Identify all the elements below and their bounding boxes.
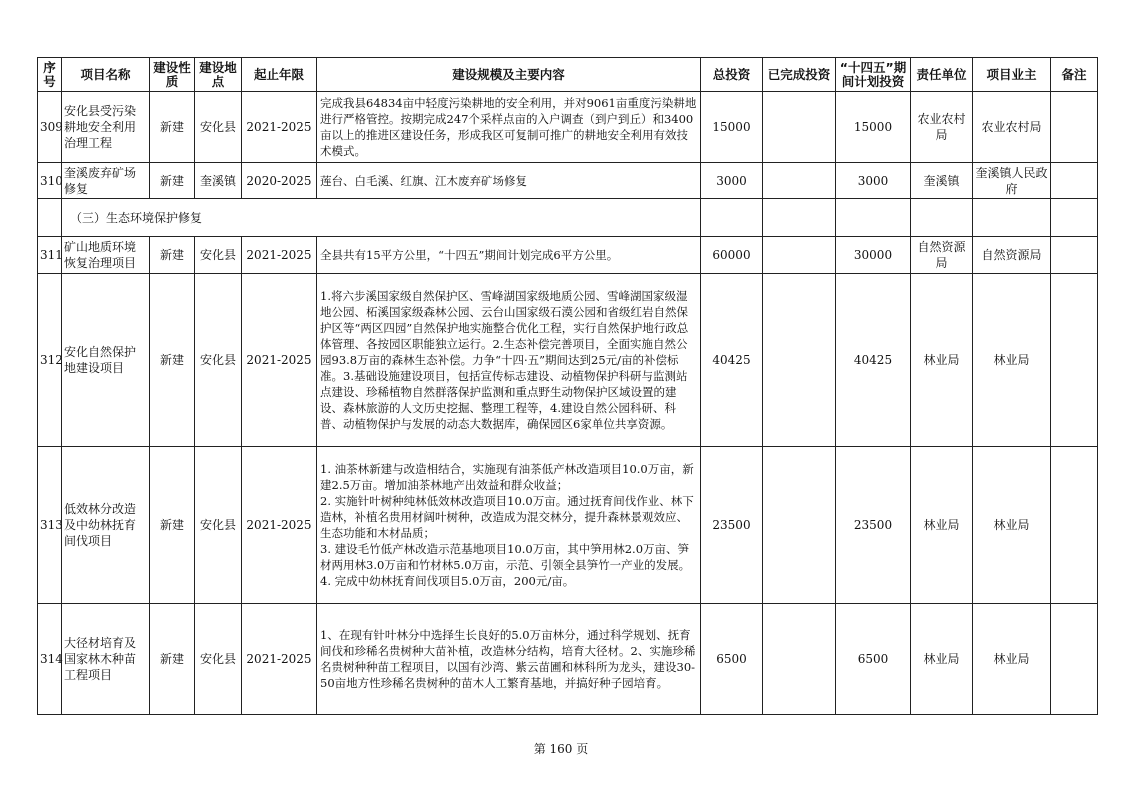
cell-completed <box>763 163 836 199</box>
cell-owner: 自然资源局 <box>973 237 1051 274</box>
cell-location: 安化县 <box>195 604 242 715</box>
cell-total: 15000 <box>701 92 763 163</box>
cell-owner: 林业局 <box>973 447 1051 604</box>
cell-note <box>1051 163 1098 199</box>
cell-name: 矿山地质环境恢复治理项目 <box>62 237 150 274</box>
cell-unit: 农业农村局 <box>911 92 973 163</box>
cell-total: 60000 <box>701 237 763 274</box>
table-row <box>38 604 1098 715</box>
cell-nature: 新建 <box>150 447 195 604</box>
cell-owner: 奎溪镇人民政府 <box>973 163 1051 199</box>
cell-nature: 新建 <box>150 604 195 715</box>
table-row <box>38 163 1098 199</box>
cell-seq: 310 <box>38 163 62 199</box>
header-unit: 责任单位 <box>911 58 973 92</box>
cell-location: 安化县 <box>195 447 242 604</box>
section-title: （三）生态环境保护修复 <box>62 199 701 237</box>
cell-period: 2021-2025 <box>242 92 317 163</box>
cell-note <box>1051 447 1098 604</box>
cell-plan: 3000 <box>836 163 911 199</box>
table-row <box>38 92 1098 163</box>
cell-completed <box>763 92 836 163</box>
cell-location: 安化县 <box>195 92 242 163</box>
cell-name: 大径材培育及国家林木种苗工程项目 <box>62 604 150 715</box>
cell-content: 1.将六步溪国家级自然保护区、雪峰湖国家级地质公园、雪峰湖国家级湿地公园、柘溪国家级森林公园、云台山国家级石漠公园和省级红岩自然保护区等“两区四园”自然保护地实施整合优化工程，实行自然保护地行政总体管理、各按园区职能独立运行。2.生态补偿完善项目，全面实施自然公园93.8万亩的森林生态补偿。力争“十四·五”期间达到25元/亩的补偿标准。3.基础设施建设项目，包括宣传标志建设、动植物保护科研与监测站点建设、珍稀植物自然群落保护监测和重点野生动物保护区域设置的建设、森林旅游的人文历史挖掘、整理工程等，4.建设自然公园科研、科普、动植物保护与发展的动态大数据库，确保园区6家单位共享资源。 <box>317 274 701 447</box>
page-number: 第 160 页 <box>533 742 589 756</box>
cell-completed <box>763 274 836 447</box>
cell-note <box>1051 274 1098 447</box>
table-row <box>38 237 1098 274</box>
cell-name: 奎溪废弃矿场修复 <box>62 163 150 199</box>
cell-period: 2021-2025 <box>242 604 317 715</box>
cell-period: 2021-2025 <box>242 274 317 447</box>
header-plan: “十四五”期间计划投资 <box>836 58 911 92</box>
cell-owner: 林业局 <box>973 274 1051 447</box>
cell-unit: 林业局 <box>911 447 973 604</box>
cell-name: 安化自然保护地建设项目 <box>62 274 150 447</box>
cell-plan: 23500 <box>836 447 911 604</box>
cell-note <box>1051 92 1098 163</box>
cell-total: 3000 <box>701 163 763 199</box>
project-table <box>37 57 1098 715</box>
cell-content: 1. 油茶林新建与改造相结合，实施现有油茶低产林改造项目10.0万亩，新建2.5万亩。增加油茶林地产出效益和群众收益； 2. 实施针叶树种纯林低效林改造项目10.0万亩。通过抚育间伐作业、林下造林，补植名贵用材阔叶树种，改造成为混交林分，提升森林景观效应、生态功能和木材品质； 3. 建设毛竹低产林改造示范基地项目10.0万亩，其中笋用林2.0万亩、笋材两用林3.0万亩和竹材林5.0万亩，示范、引领全县笋竹一产业的发展。 4. 完成中幼林抚育间伐项目5.0万亩，200元/亩。 <box>317 447 701 604</box>
cell-location: 安化县 <box>195 237 242 274</box>
cell-total: 23500 <box>701 447 763 604</box>
cell-owner: 农业农村局 <box>973 92 1051 163</box>
header-seq: 序号 <box>38 58 62 92</box>
cell-unit: 奎溪镇 <box>911 163 973 199</box>
cell-seq: 314 <box>38 604 62 715</box>
cell-seq: 312 <box>38 274 62 447</box>
cell-completed <box>763 447 836 604</box>
cell-nature: 新建 <box>150 163 195 199</box>
cell-content: 完成我县64834亩中轻度污染耕地的安全利用，并对9061亩重度污染耕地进行严格管控。按期完成247个采样点亩的入户调查（到户到丘）和3400亩以上的推进区建设任务，形成我区可复制可推广的耕地安全利用有效技术模式。 <box>317 92 701 163</box>
cell-nature: 新建 <box>150 237 195 274</box>
cell-total: 6500 <box>701 604 763 715</box>
table-row <box>38 274 1098 447</box>
header-total: 总投资 <box>701 58 763 92</box>
cell-note <box>1051 237 1098 274</box>
cell-owner: 林业局 <box>973 604 1051 715</box>
cell-seq: 313 <box>38 447 62 604</box>
cell-plan: 6500 <box>836 604 911 715</box>
cell-unit: 林业局 <box>911 604 973 715</box>
cell-period: 2021-2025 <box>242 237 317 274</box>
cell-location: 安化县 <box>195 274 242 447</box>
cell-unit: 自然资源局 <box>911 237 973 274</box>
cell-note <box>1051 604 1098 715</box>
cell-seq: 311 <box>38 237 62 274</box>
cell-plan: 30000 <box>836 237 911 274</box>
cell-content: 莲台、白毛溪、红旗、江木废弃矿场修复 <box>317 163 701 199</box>
cell-seq: 309 <box>38 92 62 163</box>
cell-unit: 林业局 <box>911 274 973 447</box>
table-row <box>38 447 1098 604</box>
cell-period: 2021-2025 <box>242 447 317 604</box>
cell-plan: 40425 <box>836 274 911 447</box>
cell-content: 1、在现有针叶林分中选择生长良好的5.0万亩林分，通过科学规划、抚育间伐和珍稀名贵树种大苗补植，改造林分结构，培育大径材。2、实施珍稀名贵树种种苗工程项目，以国有沙湾、紫云苗圃和林科所为龙头，建设30-50亩地方性珍稀名贵树种的苗木人工繁育基地，并搞好种子园培育。 <box>317 604 701 715</box>
cell-content: 全县共有15平方公里，“十四五”期间计划完成6平方公里。 <box>317 237 701 274</box>
header-owner: 项目业主 <box>973 58 1051 92</box>
header-nature: 建设性质 <box>150 58 195 92</box>
header-location: 建设地点 <box>195 58 242 92</box>
cell-name: 安化县受污染耕地安全利用治理工程 <box>62 92 150 163</box>
cell-period: 2020-2025 <box>242 163 317 199</box>
cell-total: 40425 <box>701 274 763 447</box>
section-row <box>38 199 1098 237</box>
header-content: 建设规模及主要内容 <box>317 58 701 92</box>
header-note: 备注 <box>1051 58 1098 92</box>
cell-name: 低效林分改造及中幼林抚育间伐项目 <box>62 447 150 604</box>
header-period: 起止年限 <box>242 58 317 92</box>
cell-completed <box>763 237 836 274</box>
header-row <box>38 58 1098 92</box>
cell-nature: 新建 <box>150 274 195 447</box>
cell-nature: 新建 <box>150 92 195 163</box>
header-completed: 已完成投资 <box>763 58 836 92</box>
cell-plan: 15000 <box>836 92 911 163</box>
cell-completed <box>763 604 836 715</box>
cell-location: 奎溪镇 <box>195 163 242 199</box>
header-name: 项目名称 <box>62 58 150 92</box>
